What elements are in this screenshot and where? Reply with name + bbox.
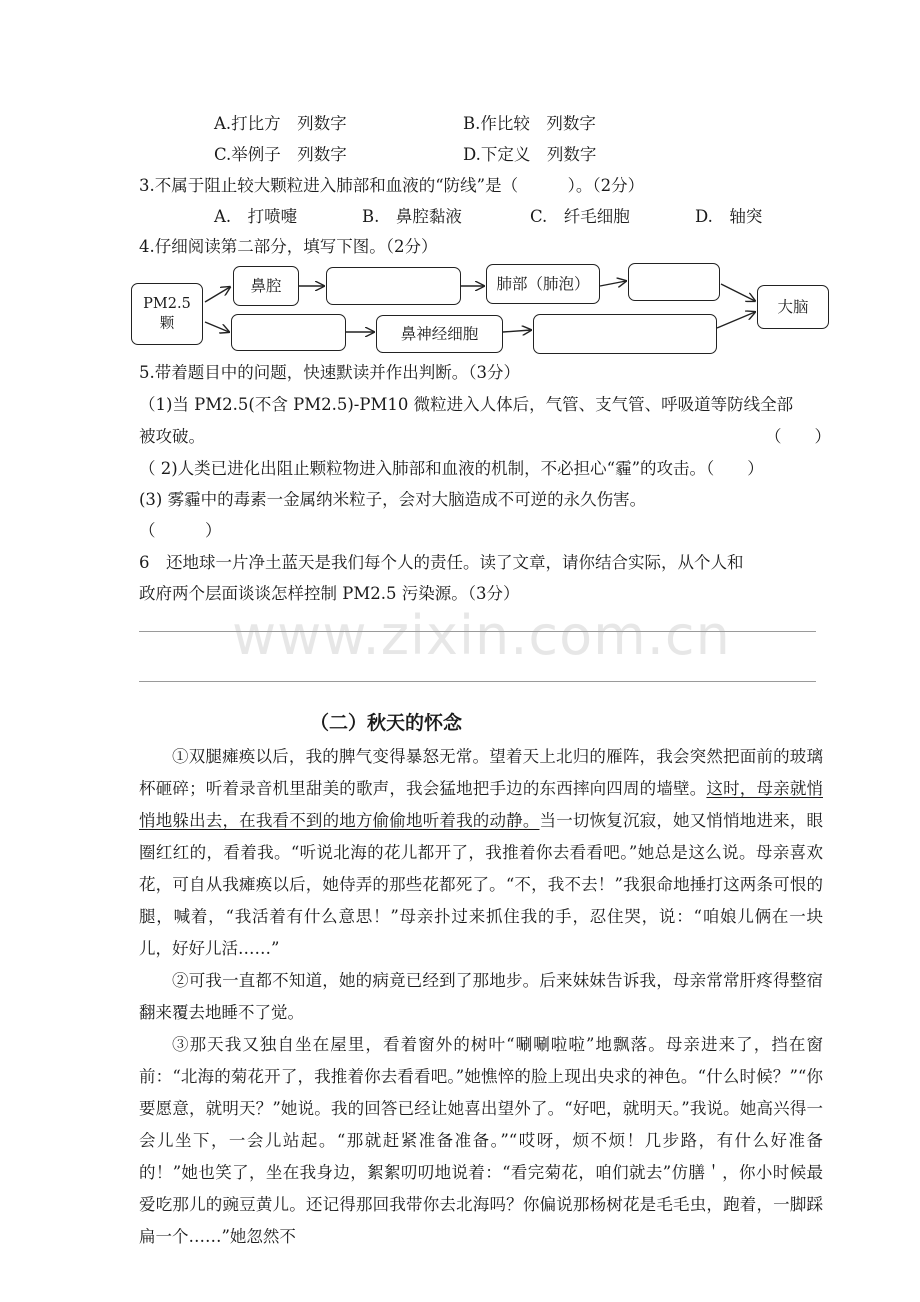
q3-option-c: C. 纤毛细胞: [530, 207, 630, 226]
q3-option-a: A. 打喷嚏: [214, 207, 298, 226]
diagram-blank-box-1[interactable]: [326, 267, 461, 305]
arrow-blank2-to-brain: [721, 284, 755, 301]
diagram-blank-box-4[interactable]: [533, 314, 717, 354]
q5-stem: 5.带着题目中的问题，快速默读并作出判断。（3分）: [139, 363, 520, 382]
diagram-blank-box-3[interactable]: [231, 314, 346, 351]
passage-paragraph-3: ③那天我又独自坐在屋里，看着窗外的树叶“唰唰啦啦”地飘落。母亲进来了，挡在窗前：“北海的菊花开了，我推着你去看看吧。”她憔悴的脸上现出央求的神色。“什么时候？”“你要愿意，就明天？”她说。我的回答已经让她喜出望外了。“好吧，就明天。”我说。她高兴得一会儿坐下，一会儿站起。“那就赶紧准备准备。”“哎呀，烦不烦！几步路，有什么好准备的！”她也笑了，坐在我身边，絮絮叨叨地说着：“看完菊花，咱们就去”仿膳＇，你小时候最爱吃那儿的豌豆黄儿。还记得那回我带你去北海吗？你偏说那杨树花是毛毛虫，跑着，一脚踩扁一个……”她忽然不: [139, 1035, 823, 1246]
arrow-lung-to-blank2: [600, 281, 626, 286]
q5-statement-2: （ 2)人类已进化出阻止颗粒物进入肺部和血液的机制，不必担心“霾”的攻击。（ ）: [139, 459, 764, 478]
diagram-lung-box: 肺部（肺泡）: [486, 264, 600, 304]
section-title: （二）秋天的怀念: [310, 712, 463, 734]
q5-statement-1-cont: 被攻破。: [139, 427, 205, 446]
q5-statement-1: （1)当 PM2.5(不含 PM2.5)-PM10 微粒进入人体后，气管、支气管、呼吸道等防线全部: [139, 395, 794, 414]
arrow-start-to-lower: [205, 322, 229, 332]
q5-statement-3: (3) 雾霾中的毒素一金属纳米粒子，会对大脑造成不可逆的永久伤害。: [139, 490, 647, 509]
q6-line-1: 6 还地球一片净土蓝天是我们每个人的责任。读了文章，请你结合实际，从个人和: [139, 553, 744, 572]
diagram-nose-box: 鼻腔: [233, 266, 299, 306]
q2-option-a: A.打比方 列数字: [214, 114, 347, 133]
q5-answer-paren-3[interactable]: （ ）: [139, 521, 222, 540]
arrow-nerve-to-blank4: [503, 330, 531, 332]
q2-option-b: B.作比较 列数字: [463, 114, 596, 133]
q5-answer-paren-1[interactable]: （ ）: [765, 427, 831, 446]
p1-text-before: ①双腿瘫痪以后，我的脾气变得暴怒无常。望着天上北归的雁阵，我会突然把面前的玻璃杯砸碎；听着录音机里甜美的歌声，我会猛地把手边的东西摔向四周的墙壁。: [139, 747, 823, 798]
passage-paragraph-1: [139, 741, 823, 965]
q6-line-2: 政府两个层面谈谈怎样控制 PM2.5 污染源。（3分）: [139, 584, 520, 603]
q4-stem: 4.仔细阅读第二部分，填写下图。（2分）: [139, 237, 438, 256]
q2-option-d: D.下定义 列数字: [463, 145, 597, 164]
arrow-blank4-to-brain: [717, 312, 755, 328]
q3-option-d: D. 轴突: [695, 207, 763, 226]
passage-paragraph-2: ②可我一直都不知道，她的病竟已经到了那地步。后来妹妹告诉我，母亲常常肝疼得整宿翻来覆去地睡不了觉。: [139, 971, 823, 1022]
answer-line-1[interactable]: [139, 631, 816, 632]
diagram-start-box: PM2.5颗: [131, 283, 203, 345]
diagram-brain-box: 大脑: [757, 285, 829, 329]
diagram-blank-box-2[interactable]: [628, 263, 720, 301]
arrow-start-to-nose: [205, 287, 230, 302]
q3-stem: 3.不属于阻止较大颗粒进入肺部和血液的“防线”是（ ）。（2分）: [139, 176, 645, 195]
answer-line-2[interactable]: [139, 681, 816, 682]
watermark: www.zixin.com.cn: [232, 604, 731, 667]
passage-body: [139, 741, 823, 1253]
q3-option-b: B. 鼻腔黏液: [362, 207, 462, 226]
p1-text-after: 当一切恢复沉寂，她又悄悄地进来，眼圈红红的，看着我。“听说北海的花儿都开了，我推着你去看看吧。”她总是这么说。母亲喜欢花，可自从我瘫痪以后，她侍弄的那些花都死了。“不，我不去！”我狠命地捶打这两条可恨的腿，喊着，“我活着有什么意思！”母亲扑过来抓住我的手，忍住哭，说：“咱娘儿俩在一块儿，好好儿活……”: [139, 811, 823, 958]
p1-underlined-sentence: 这时，母亲就悄悄地躲出去，在我看不到的地方偷偷地听着我的动静。: [139, 779, 823, 830]
diagram-nerve-box: 鼻神经细胞: [376, 315, 503, 353]
q2-option-c: C.举例子 列数字: [214, 145, 347, 164]
